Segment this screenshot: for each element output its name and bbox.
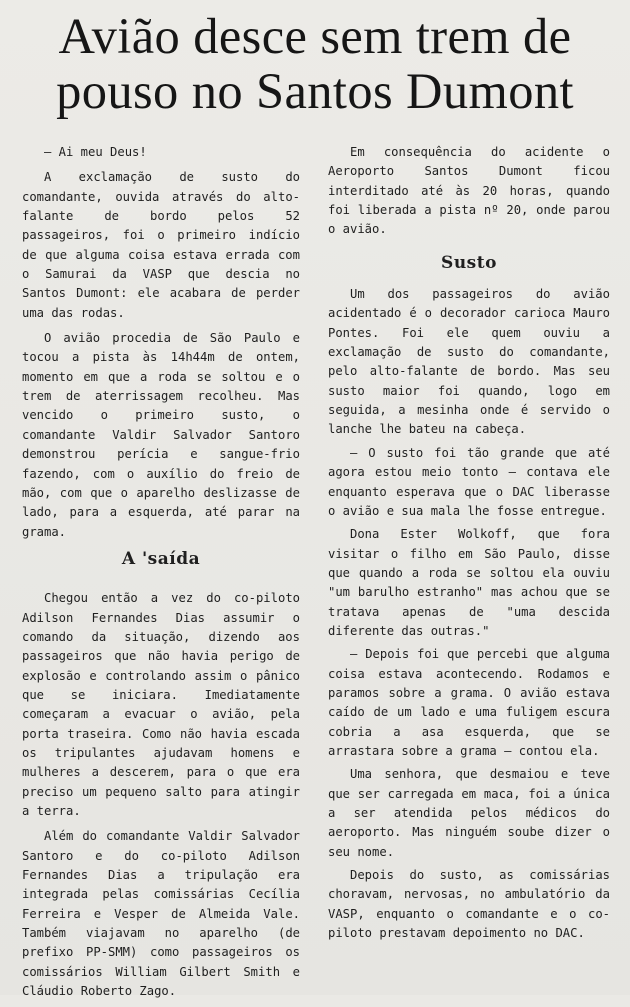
article-column-right <box>328 143 610 947</box>
headline: Avião desce sem trem de pouso no Santos Dumont <box>56 9 574 120</box>
article-paragraph: Além do comandante Valdir Salvador Santoro e do co-piloto Adilson Fernandes Dias a tripulação era integrada pelas comissárias Cecília Ferreira e Vesper de Almeida Vale. Também viajavam no aparelho (de prefixo PP-SMM) como passageiros os comissários William Gilbert Smith e Cláudio Roberto Zago. <box>22 829 300 999</box>
article-paragraph: O avião procedia de São Paulo e tocou a pista às 14h44m de ontem, momento em que a roda se soltou e o trem de aterrissagem recolheu. Mas vencido o primeiro susto, o comandante Valdir Salvador Santoro demonstrou perícia e sangue-frio fazendo, com o auxílio do freio de mão, com que o aparelho deslizasse de lado, para a esquerda, até parar na grama. <box>22 331 300 539</box>
article-paragraph: Uma senhora, que desmaiou e teve que ser carregada em maca, foi a única a ser atendida pelos médicos do aeroporto. Mas ninguém soube dizer o seu nome. <box>328 767 610 859</box>
article-paragraph: — O susto foi tão grande que até agora estou meio tonto — contava ele enquanto esperava que o DAC liberasse o avião e sua mala lhe fosse entregue. <box>328 445 610 518</box>
article-paragraph: Dona Ester Wolkoff, que fora visitar o filho em São Paulo, disse que quando a roda se soltou ela ouviu "um barulho estranho" mas achou que se tratava apenas de "uma descida diferente das outras." <box>328 527 610 638</box>
section-subhead-susto: Susto <box>441 252 497 273</box>
article-column-left <box>22 143 300 1007</box>
section-subhead-saida: A 'saída <box>121 548 201 569</box>
article-paragraph: Chegou então a vez do co-piloto Adilson Fernandes Dias assumir o comando da situação, dizendo aos passageiros que não havia perigo de explosão e controlando assim o pânico que se iniciara. Imediatamente começaram a evacuar o avião, pela porta traseira. Como não havia escada os tripulantes ajudavam homens e mulheres a descerem, para o que era preciso um pequeno salto para atingir a terra. <box>22 591 300 818</box>
article-paragraph: Em consequência do acidente o Aeroporto Santos Dumont ficou interditado até às 20 horas, quando foi liberada a pista nº 20, onde parou o avião. <box>328 145 610 237</box>
article-paragraph: — Ai meu Deus! <box>44 145 147 159</box>
article-paragraph: — Depois foi que percebi que alguma coisa estava acontecendo. Rodamos e paramos sobre a grama. O avião estava caído de um lado e uma fuligem escura cobria a asa esquerda, que se arrastara sobre a grama — contou ela. <box>328 647 610 758</box>
article-paragraph: A exclamação de susto do comandante, ouvida através do alto-falante de bordo pelos 52 passageiros, foi o primeiro indício de que alguma coisa estava errada com o Samurai da VASP que descia no Santos Dumont: ele acabara de perder uma das rodas. <box>22 170 300 320</box>
article-paragraph: Depois do susto, as comissárias choravam, nervosas, no ambulatório da VASP, enquanto o comandante e o co-piloto prestavam depoimento no DAC. <box>328 868 610 941</box>
article-paragraph: Um dos passageiros do avião acidentado é o decorador carioca Mauro Pontes. Foi ele quem ouviu a exclamação de susto do comandante, pelo alto-falante de bordo. Mas seu susto maior foi quando, logo em seguida, a mesinha onde é servido o lanche lhe bateu na cabeça. <box>328 287 610 437</box>
